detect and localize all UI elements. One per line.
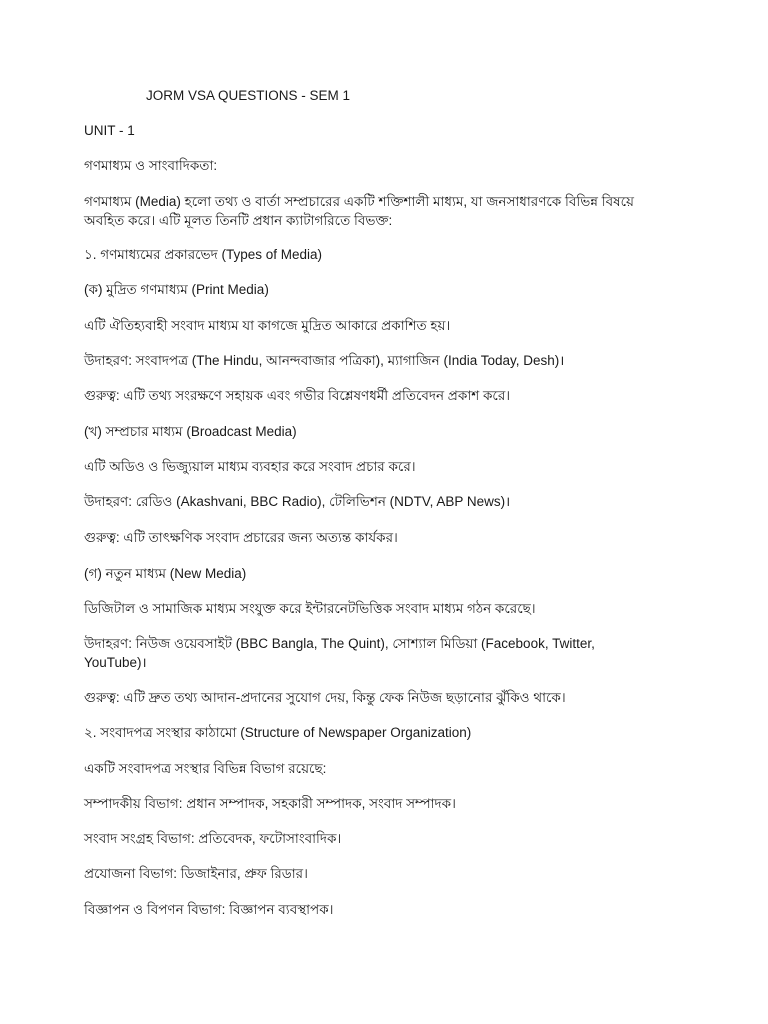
- broadcast-media-desc: এটি অডিও ও ভিজ্যুয়াল মাধ্যম ব্যবহার করে সংবাদ প্রচার করে।: [84, 459, 416, 474]
- new-media-importance: গুরুত্ব: এটি দ্রুত তথ্য আদান-প্রদানের সুযোগ দেয়, কিন্তু ফেক নিউজ ছড়ানোর ঝুঁকিও থাকে।: [84, 690, 566, 705]
- new-media-example-line-2: YouTube)।: [84, 655, 147, 670]
- section2-title: ২. সংবাদপত্র সংস্থার কাঠামো (Structure of Newspaper Organization): [84, 725, 472, 740]
- broadcast-media-title: (খ) সম্প্রচার মাধ্যম (Broadcast Media): [84, 424, 297, 439]
- broadcast-media-example: উদাহরণ: রেডিও (Akashvani, BBC Radio), টেলিভিশন (NDTV, ABP News)।: [84, 494, 511, 509]
- section2-intro: একটি সংবাদপত্র সংস্থার বিভিন্ন বিভাগ রয়েছে:: [84, 761, 327, 776]
- broadcast-media-importance: গুরুত্ব: এটি তাৎক্ষণিক সংবাদ প্রচারের জন্য অত্যন্ত কার্যকর।: [84, 530, 398, 545]
- section-heading: গণমাধ্যম ও সাংবাদিকতা:: [84, 158, 218, 173]
- new-media-desc: ডিজিটাল ও সামাজিক মাধ্যম সংযুক্ত করে ইন্টারনেটভিত্তিক সংবাদ মাধ্যম গঠন করেছে।: [84, 601, 536, 616]
- department-item: বিজ্ঞাপন ও বিপণন বিভাগ: বিজ্ঞাপন ব্যবস্থাপক।: [84, 902, 334, 917]
- intro-line-1: গণমাধ্যম (Media) হলো তথ্য ও বার্তা সম্প্রচারের একটি শক্তিশালী মাধ্যম, যা জনসাধারণকে বিভিন্ন বিষয়ে: [84, 194, 634, 209]
- department-item: সংবাদ সংগ্রহ বিভাগ: প্রতিবেদক, ফটোসাংবাদিক।: [84, 831, 342, 846]
- new-media-title: (গ) নতুন মাধ্যম (New Media): [84, 566, 247, 581]
- print-media-desc: এটি ঐতিহ্যবাহী সংবাদ মাধ্যম যা কাগজে মুদ্রিত আকারে প্রকাশিত হয়।: [84, 318, 451, 333]
- print-media-example: উদাহরণ: সংবাদপত্র (The Hindu, আনন্দবাজার পত্রিকা), ম্যাগাজিন (India Today, Desh)।: [84, 353, 565, 368]
- new-media-example-line-1: উদাহরণ: নিউজ ওয়েবসাইট (BBC Bangla, The Quint), সোশ্যাল মিডিয়া (Facebook, Twitter,: [84, 636, 595, 651]
- print-media-importance: গুরুত্ব: এটি তথ্য সংরক্ষণে সহায়ক এবং গভীর বিশ্লেষণধর্মী প্রতিবেদন প্রকাশ করে।: [84, 388, 511, 403]
- unit-heading: UNIT - 1: [84, 123, 135, 138]
- department-item: প্রযোজনা বিভাগ: ডিজাইনার, প্রুফ রিডার।: [84, 866, 308, 881]
- print-media-title: (ক) মুদ্রিত গণমাধ্যম (Print Media): [84, 282, 269, 297]
- section1-title: ১. গণমাধ্যমের প্রকারভেদ (Types of Media): [84, 247, 322, 262]
- intro-line-2: অবহিত করে। এটি মূলত তিনটি প্রধান ক্যাটাগরিতে বিভক্ত:: [84, 213, 393, 228]
- document-title: JORM VSA QUESTIONS - SEM 1: [146, 88, 351, 103]
- department-item: সম্পাদকীয় বিভাগ: প্রধান সম্পাদক, সহকারী সম্পাদক, সংবাদ সম্পাদক।: [84, 796, 456, 811]
